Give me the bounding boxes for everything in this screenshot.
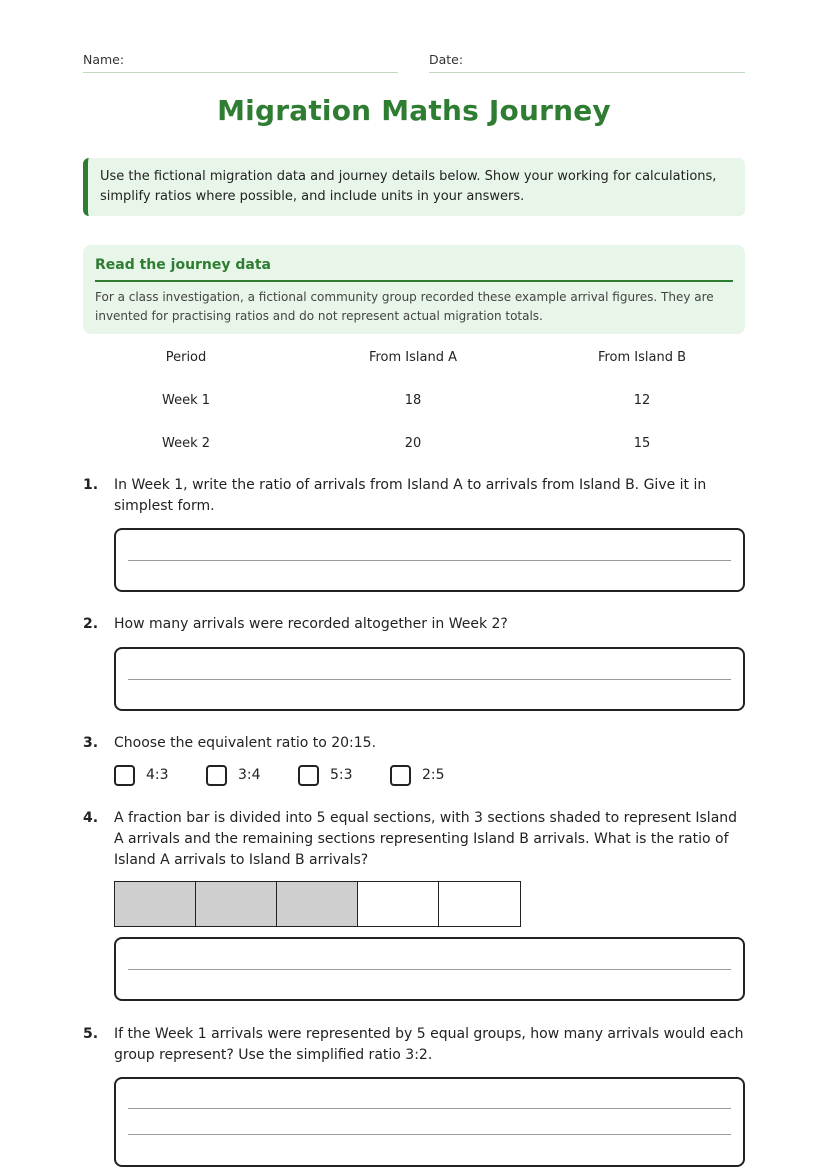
answer-line bbox=[128, 1108, 731, 1109]
answer-box-2[interactable] bbox=[114, 647, 745, 711]
checkbox[interactable] bbox=[206, 765, 227, 786]
date-label: Date: bbox=[429, 52, 464, 67]
option-label: 2:5 bbox=[422, 767, 445, 783]
checkbox[interactable] bbox=[114, 765, 135, 786]
table-cell-island-a: 20 bbox=[404, 436, 422, 451]
table-row bbox=[83, 422, 745, 465]
column-header-island-a: From Island A bbox=[368, 350, 458, 365]
question-number: 2. bbox=[83, 616, 99, 632]
table-row bbox=[83, 379, 745, 422]
question-text: Choose the equivalent ratio to 20:15. bbox=[114, 735, 377, 751]
fraction-section-shaded bbox=[196, 882, 277, 926]
option-label: 4:3 bbox=[146, 767, 169, 783]
table-cell-island-a: 18 bbox=[404, 393, 422, 408]
instructions-box bbox=[83, 158, 745, 216]
table-cell-period: Week 2 bbox=[161, 436, 211, 451]
answer-box-1[interactable] bbox=[114, 528, 745, 592]
question-text: A fraction bar is divided into 5 equal sections, with 3 sections shaded to represent Island A arrivals and the remaining sections representing Island B arrivals. What is the ratio of Island A arrivals to Island B arrivals? bbox=[114, 810, 738, 868]
journey-data-heading: Read the journey data bbox=[95, 255, 733, 282]
answer-box-4[interactable] bbox=[114, 937, 745, 1001]
journey-data-card bbox=[83, 245, 745, 334]
journey-data-description: For a class investigation, a fictional community group recorded these example arrival figures. They are invented for practising ratios and do not represent actual migration totals. bbox=[95, 290, 714, 323]
question-text: In Week 1, write the ratio of arrivals from Island A to arrivals from Island B. Give it in simplest form. bbox=[114, 477, 707, 514]
table-header-row bbox=[83, 336, 745, 379]
table-cell-island-b: 15 bbox=[633, 436, 651, 451]
checkbox[interactable] bbox=[390, 765, 411, 786]
answer-line bbox=[128, 679, 731, 680]
answer-options bbox=[83, 765, 745, 787]
fraction-section-shaded bbox=[277, 882, 358, 926]
question-number: 1. bbox=[83, 477, 99, 493]
option-label: 3:4 bbox=[238, 767, 261, 783]
question-number: 5. bbox=[83, 1026, 99, 1042]
student-details bbox=[83, 52, 745, 74]
name-label: Name: bbox=[83, 52, 125, 67]
instructions-text: Use the fictional migration data and journey details below. Show your working for calculations, simplify ratios where possible, and include units in your answers. bbox=[100, 169, 717, 204]
question-text: How many arrivals were recorded altogether in Week 2? bbox=[114, 616, 508, 632]
question-number: 4. bbox=[83, 810, 99, 826]
answer-line bbox=[128, 1134, 731, 1135]
date-field[interactable] bbox=[429, 52, 745, 73]
question-text: If the Week 1 arrivals were represented by 5 equal groups, how many arrivals would each group represent? Use the simplified ratio 3:2. bbox=[114, 1026, 744, 1063]
table-cell-island-b: 12 bbox=[633, 393, 651, 408]
answer-box-5[interactable] bbox=[114, 1077, 745, 1167]
answer-line bbox=[128, 560, 731, 561]
fraction-bar bbox=[114, 881, 521, 927]
question-number: 3. bbox=[83, 735, 99, 751]
checkbox[interactable] bbox=[298, 765, 319, 786]
name-field[interactable] bbox=[83, 52, 398, 73]
page-title: Migration Maths Journey bbox=[217, 94, 611, 127]
option-label: 5:3 bbox=[330, 767, 353, 783]
answer-line bbox=[128, 969, 731, 970]
fraction-section-unshaded bbox=[439, 882, 520, 926]
fraction-section-shaded bbox=[115, 882, 196, 926]
table-cell-period: Week 1 bbox=[161, 393, 211, 408]
column-header-period: Period bbox=[165, 350, 207, 365]
arrivals-table bbox=[83, 336, 745, 465]
column-header-island-b: From Island B bbox=[597, 350, 687, 365]
fraction-section-unshaded bbox=[358, 882, 439, 926]
